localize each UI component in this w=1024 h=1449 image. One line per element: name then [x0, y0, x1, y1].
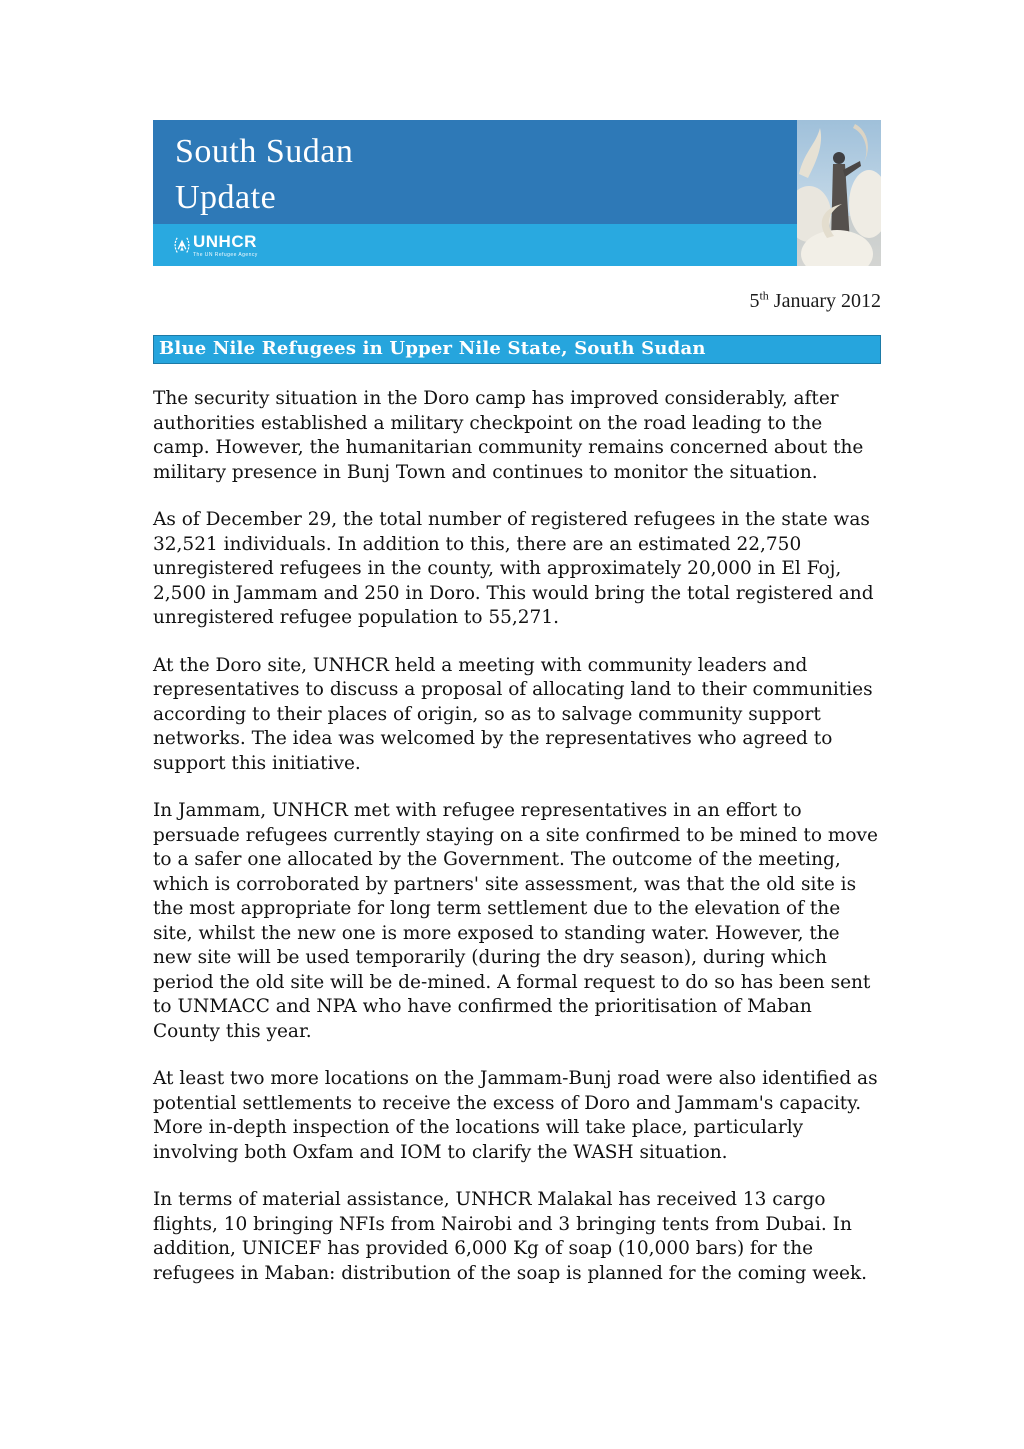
unhcr-logo — [173, 233, 258, 258]
paragraph-registration-figures: As of December 29, the total number of registered refugees in the state was 32,521 individuals. In addition to this, there are an estimated 22,750 unregistered refugees in the county, with approximately 20,000 in El Foj, 2,500 in Jammam and 250 in Doro. This would bring the total registered and unregistered refugee population to 55,271. — [153, 509, 874, 628]
article-body — [153, 387, 881, 1286]
paragraph-jammam-relocation: In Jammam, UNHCR met with refugee representatives in an effort to persuade refugees currently staying on a site confirmed to be mined to move to a safer one allocated by the Government. The outcome of the meeting, which is corroborated by partners' site assessment, was that the old site is the most appropriate for long term settlement due to the elevation of the site, whilst the new one is more exposed to standing water. However, the new site will be used temporarily (during the dry season), during which period the old site will be de-mined. A formal request to do so has been sent to UNMACC and NPA who have confirmed the prioritisation of Maban County this year. — [153, 800, 878, 1042]
dateline — [153, 290, 881, 313]
paragraph-new-locations: At least two more locations on the Jammam-Bunj road were also identified as potential settlements to receive the excess of Doro and Jammam's capacity. More in-depth inspection of the locations will take place, particularly involving both Oxfam and IOM to clarify the WASH situation. — [153, 1068, 878, 1163]
header-banner — [153, 120, 881, 266]
newsletter-title-line1: South Sudan — [175, 133, 354, 170]
photo-man-head — [833, 152, 845, 164]
unhcr-emblem-icon — [173, 235, 191, 255]
dateline-rest: January 2012 — [768, 290, 881, 312]
banner-photo — [797, 120, 881, 266]
newsletter-title-line2: Update — [175, 179, 277, 216]
paragraph-material-assistance: In terms of material assistance, UNHCR Malakal has received 13 cargo flights, 10 bringing NFIs from Nairobi and 3 bringing tents from Dubai. In addition, UNICEF has provided 6,000 Kg of soap (10,000 bars) for the refugees in Maban: distribution of the soap is planned for the coming week. — [153, 1189, 868, 1284]
newsletter-title — [153, 120, 797, 221]
paragraph-doro-meeting: At the Doro site, UNHCR held a meeting with community leaders and representatives to discuss a proposal of allocating land to their communities according to their places of origin, so as to salvage community support networks. The idea was welcomed by the representatives who agreed to support this initiative. — [153, 654, 873, 774]
paragraph-security-situation: The security situation in the Doro camp has improved considerably, after authorities established a military checkpoint on the road leading to the camp. However, the humanitarian community remains concerned about the military presence in Bunj Town and continues to monitor the situation. — [153, 388, 864, 483]
unhcr-logo-text — [193, 233, 258, 258]
dateline-ordinal: th — [759, 288, 769, 303]
banner-logo-strip — [153, 224, 797, 266]
unhcr-logo-name: UNHCR — [193, 231, 257, 251]
document-page — [153, 120, 881, 1286]
unhcr-logo-tagline: The UN Refugee Agency — [193, 251, 258, 258]
dateline-day: 5 — [749, 290, 760, 312]
section-heading: Blue Nile Refugees in Upper Nile State, South Sudan — [153, 335, 881, 364]
banner-title-area — [153, 120, 797, 266]
